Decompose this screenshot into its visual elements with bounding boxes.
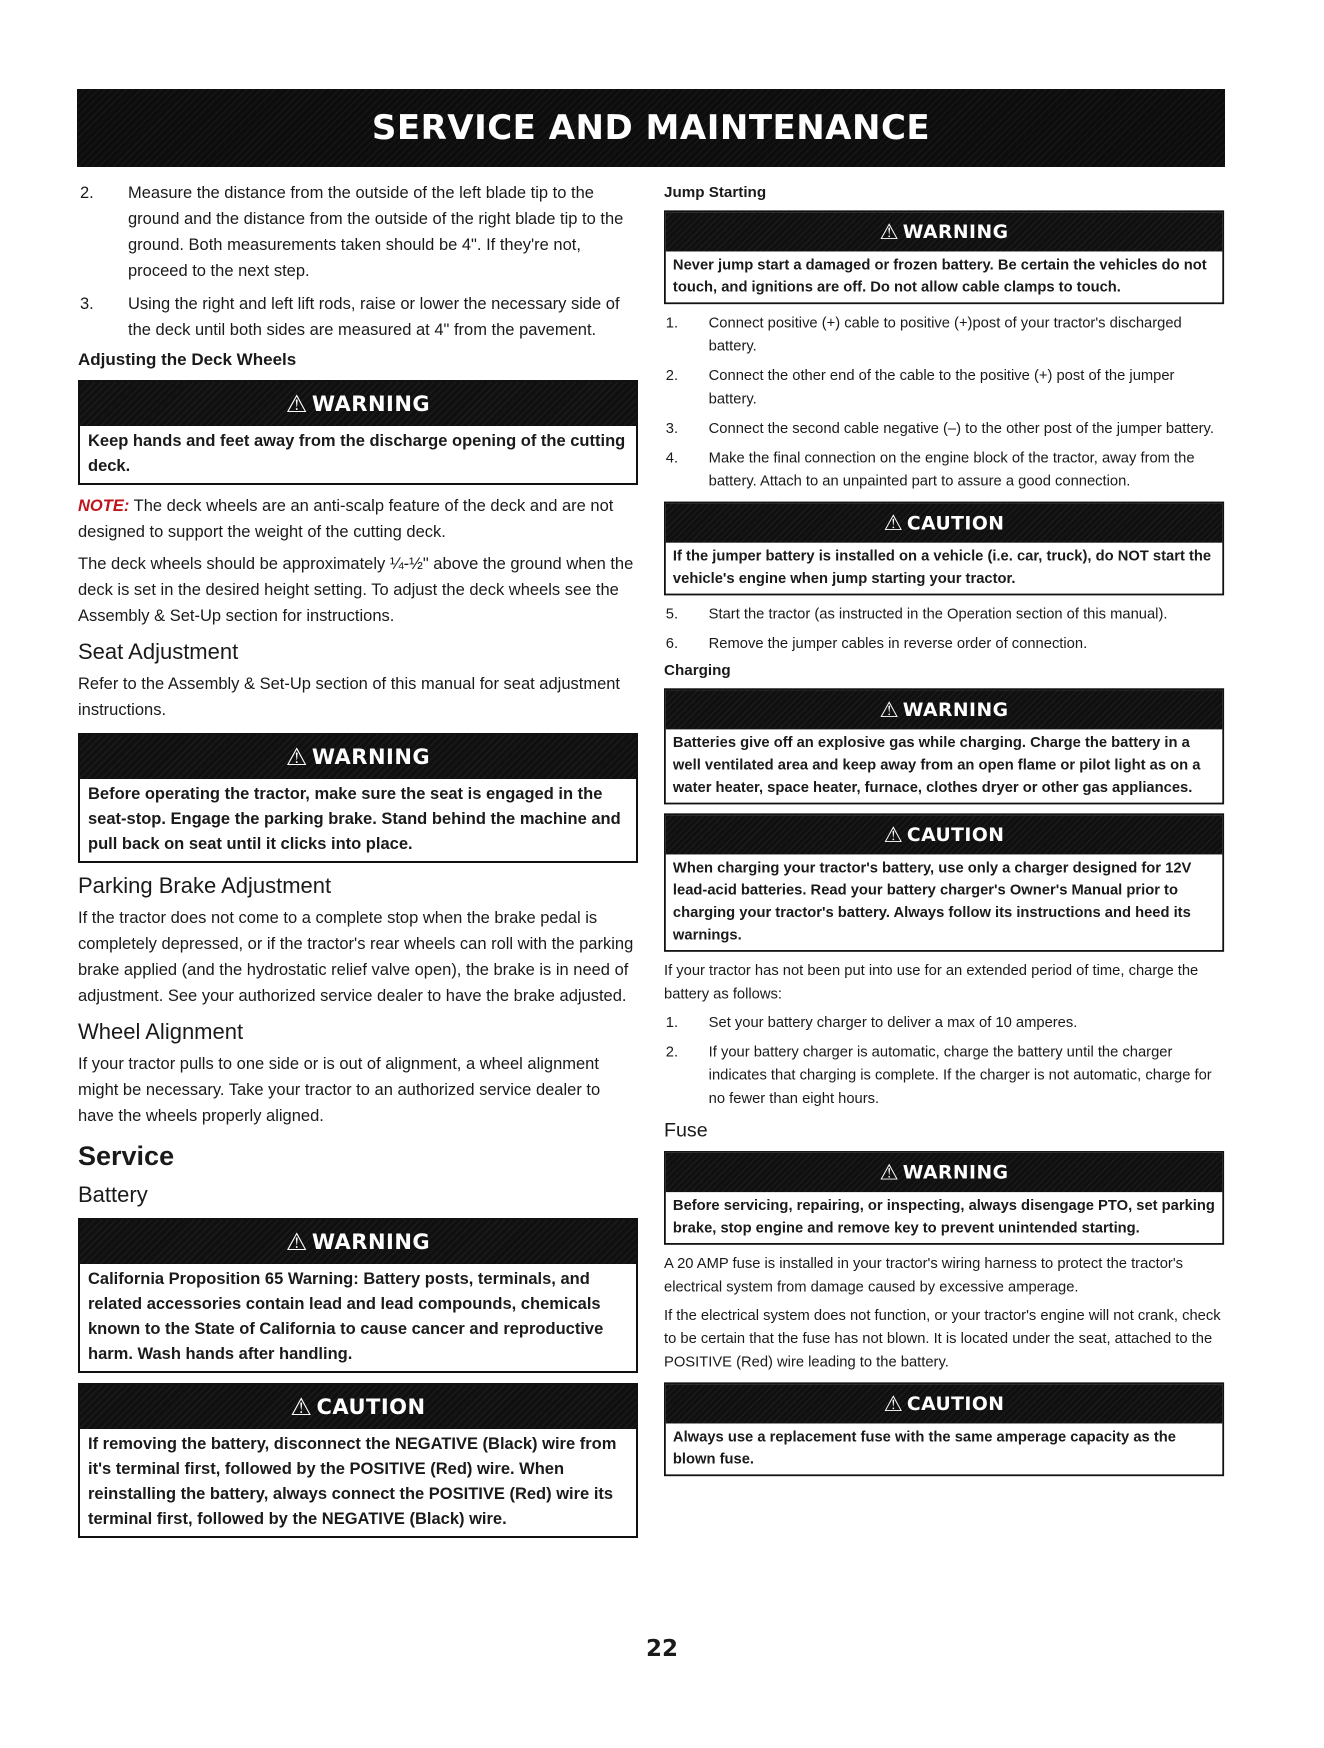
warning-triangle-icon: ⚠ [879,697,900,723]
note-label: NOTE: [78,497,130,515]
step-text: Set your battery charger to deliver a max of 10 amperes. [708,1014,1078,1031]
caution-label: CAUTION [906,824,1005,846]
wheel-alignment-paragraph: If your tractor pulls to one side or is out of alignment, a wheel alignment might be necessary. Take your tractor to an authorized service dealer to have the wheels properly aligned. [78,1055,601,1125]
caution-box [78,1383,638,1538]
list-item [664,603,1224,626]
warning-box [664,1151,1224,1245]
caution-triangle-icon: ⚠ [883,1391,904,1417]
warning-triangle-icon: ⚠ [285,390,308,418]
warning-box [78,380,638,485]
list-item [664,364,1224,410]
page-title: SERVICE AND MAINTENANCE [371,108,931,148]
warning-label: WARNING [311,392,431,416]
wheel-alignment-heading: Wheel Alignment [78,1019,244,1044]
warning-triangle-icon: ⚠ [285,743,308,771]
step-text: Connect positive (+) cable to positive (+)post of your tractor's discharged battery. [708,314,1182,355]
jump-starting-heading: Jump Starting [664,183,767,201]
caution-box [664,502,1224,596]
warning-box [664,688,1224,804]
fuse-paragraph-1: A 20 AMP fuse is installed in your tractor's wiring harness to protect the tractor's electrical system from damage caused by excessive amperage. [664,1255,1184,1295]
warning-box [78,1218,638,1373]
step-text: Measure the distance from the outside of the left blade tip to the ground and the distance from the outside of the right blade tip to the ground. Both measurements taken should be 4". If they're not, proceed to the next step. [128,184,624,280]
warning-triangle-icon: ⚠ [879,219,900,245]
warning-header [80,382,636,426]
step-number: 1. [665,1014,679,1031]
charging-heading: Charging [664,661,731,679]
caution-header [666,815,1222,854]
step-number: 3. [665,420,679,437]
note-paragraph [78,493,638,545]
warning-label: WARNING [902,699,1009,721]
step-text: Using the right and left lift rods, raise or lower the necessary side of the deck until both sides are measured at 4" from the pavement. [128,295,620,339]
step-text: Connect the second cable negative (–) to the other post of the jumper battery. [708,420,1214,437]
list-item [664,1011,1224,1034]
note-text: The deck wheels are an anti-scalp feature of the deck and are not designed to support the weight of the cutting deck. [78,497,614,541]
step-number: 2. [80,184,94,202]
step-text: Make the final connection on the engine block of the tractor, away from the battery. Attach to an unpainted part to assure a good connection. [708,449,1195,490]
caution-text: If the jumper battery is installed on a vehicle (i.e. car, truck), do NOT start the vehicle's engine when jump starting your tractor. [672,548,1212,587]
list-item [664,1040,1224,1110]
fuse-paragraph-2: If the electrical system does not function, or your tractor's engine will not crank, check to be certain that the fuse has not blown. It is located under the seat, attached to the POSITIVE (Red) wire leading to the battery. [664,1307,1221,1370]
seat-adjustment-heading: Seat Adjustment [78,639,239,664]
warning-text: Never jump start a damaged or frozen battery. Be certain the vehicles do not touch, and ignitions are off. Do not allow cable clamps to touch. [672,256,1207,296]
step-text: Connect the other end of the cable to the positive (+) post of the jumper battery. [708,367,1175,407]
step-text: Start the tractor (as instructed in the Operation section of this manual). [708,606,1168,623]
list-item [78,291,638,343]
warning-header [666,1153,1222,1192]
caution-header [80,1385,636,1429]
warning-label: WARNING [311,745,431,769]
step-number: 2. [665,367,679,384]
list-item [78,180,638,284]
battery-heading: Battery [78,1182,148,1207]
warning-box [78,733,638,863]
warning-header [80,735,636,779]
caution-triangle-icon: ⚠ [883,822,904,848]
caution-text: When charging your tractor's battery, use only a charger designed for 12V lead-acid batteries. Read your battery charger's Owner's Manual prior to charging your tractor's battery. Always follow its instructions and heed its warnings. [672,859,1192,943]
warning-header [666,690,1222,729]
left-column [78,180,638,1546]
section-banner [77,89,1225,167]
charging-paragraph: If your tractor has not been put into use for an extended period of time, charge the battery as follows: [664,962,1199,1002]
step-number: 3. [80,295,94,313]
caution-header [666,1384,1222,1423]
caution-header [666,503,1222,542]
warning-text: California Proposition 65 Warning: Battery posts, terminals, and related accessories contain lead and lead compounds, chemicals known to the State of California to cause cancer and reproductive harm. Wash hands after handling. [88,1270,604,1363]
right-column [664,180,1224,1483]
list-item [664,632,1224,655]
list-item [664,417,1224,440]
caution-triangle-icon: ⚠ [290,1393,313,1421]
seat-adjustment-paragraph: Refer to the Assembly & Set-Up section of this manual for seat adjustment instructions. [78,675,621,719]
warning-triangle-icon: ⚠ [879,1159,900,1185]
caution-box [664,813,1224,951]
warning-box [664,210,1224,304]
step-number: 4. [665,449,679,466]
caution-text: Always use a replacement fuse with the same amperage capacity as the blown fuse. [672,1428,1176,1468]
parking-brake-paragraph: If the tractor does not come to a complete stop when the brake pedal is completely depressed, or if the tractor's rear wheels can roll with the parking brake applied (and the hydrostatic relief valve open), the brake is in need of adjustment. See your authorized service dealer to have the brake adjusted. [78,909,634,1005]
step-number: 2. [665,1043,679,1060]
warning-label: WARNING [902,221,1009,243]
parking-brake-heading: Parking Brake Adjustment [78,873,332,898]
warning-header [80,1220,636,1264]
step-number: 5. [665,606,679,623]
warning-label: WARNING [311,1230,431,1254]
fuse-heading: Fuse [664,1118,708,1142]
list-item [664,446,1224,492]
caution-triangle-icon: ⚠ [883,510,904,536]
step-text: If your battery charger is automatic, charge the battery until the charger indicates that charging is complete. If the charger is not automatic, charge for no fewer than eight hours. [708,1043,1212,1107]
caution-label: CAUTION [906,1393,1005,1415]
caution-text: If removing the battery, disconnect the NEGATIVE (Black) wire from it's terminal first, followed by the POSITIVE (Red) wire. When reinstalling the battery, always connect the POSITIVE (Red) wire its terminal first, followed by the NEGATIVE (Black) wire. [88,1435,617,1528]
warning-text: Before operating the tractor, make sure the seat is engaged in the seat-stop. Engage the parking brake. Stand behind the machine and pull back on seat until it clicks into place. [88,785,621,853]
step-number: 6. [665,635,679,652]
warning-text: Keep hands and feet away from the discharge opening of the cutting deck. [88,432,626,475]
step-text: Remove the jumper cables in reverse order of connection. [708,635,1088,652]
page-number: 22 [645,1636,678,1662]
warning-text: Batteries give off an explosive gas while charging. Charge the battery in a well ventilated area and keep away from an open flame or pilot light as on a water heater, space heater, furnace, clothes dryer or other gas appliances. [672,734,1201,796]
deck-wheels-paragraph: The deck wheels should be approximately ¼-½" above the ground when the deck is set in the desired height setting. To adjust the deck wheels see the Assembly & Set-Up section for instructions. [78,555,634,625]
deck-wheels-heading: Adjusting the Deck Wheels [78,350,297,369]
service-heading: Service [78,1141,175,1171]
warning-text: Before servicing, repairing, or inspecting, always disengage PTO, set parking brake, stop engine and remove key to prevent unintended starting. [672,1197,1215,1236]
warning-triangle-icon: ⚠ [285,1228,308,1256]
caution-label: CAUTION [316,1395,426,1419]
list-item [664,311,1224,357]
warning-header [666,212,1222,251]
caution-box [664,1382,1224,1476]
warning-label: WARNING [902,1161,1009,1184]
step-number: 1. [665,314,679,331]
caution-label: CAUTION [906,512,1005,534]
